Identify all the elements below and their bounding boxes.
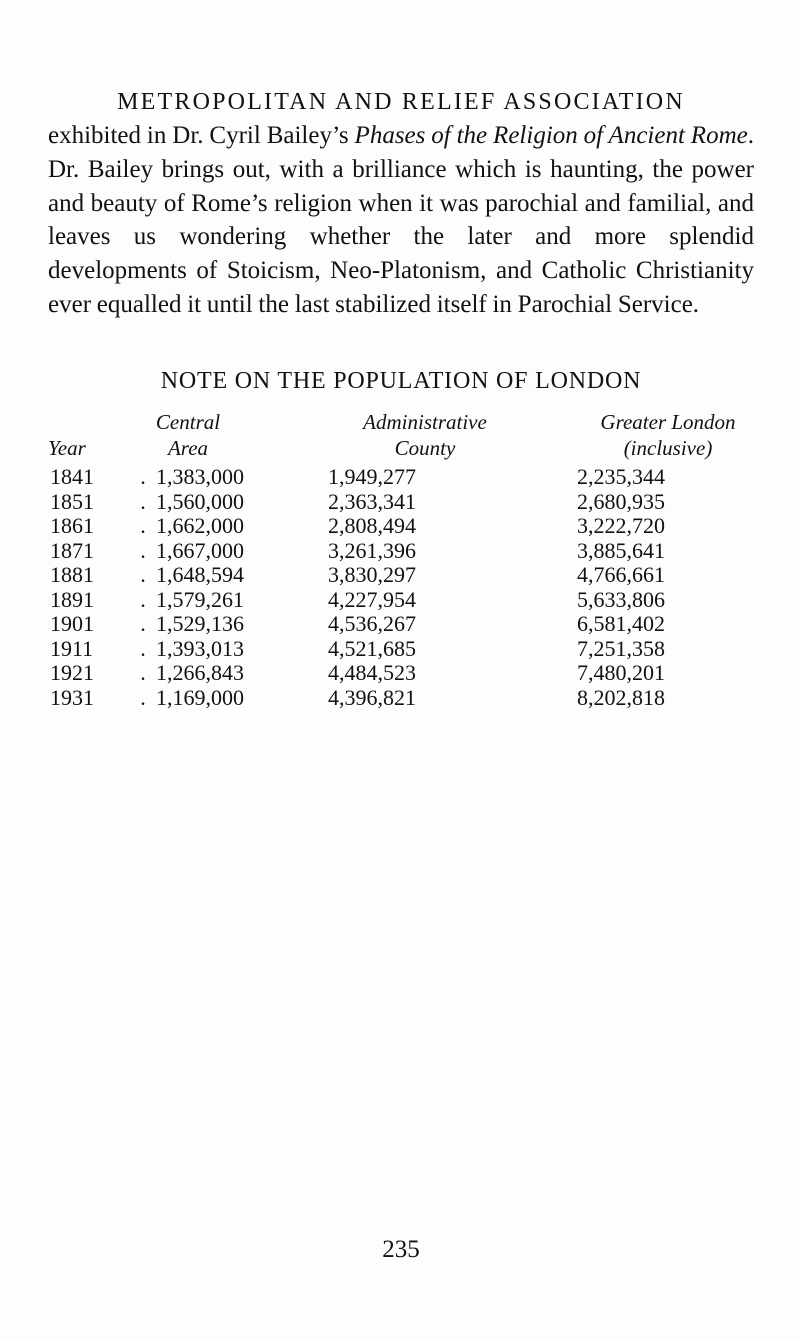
year-cell: 1861 (50, 513, 94, 539)
table-row (48, 563, 754, 588)
central-area-cell: 1,393,013 (156, 635, 244, 661)
greater-london-cell: 2,680,935 (577, 488, 665, 514)
leader-dot: . (140, 537, 146, 563)
administrative-county-cell: 4,484,523 (328, 660, 416, 686)
population-table-body (48, 465, 754, 710)
table-row (48, 588, 754, 613)
greater-london-cell: 3,885,641 (577, 537, 665, 563)
administrative-county-cell: 4,521,685 (328, 635, 416, 661)
year-cell: 1881 (50, 562, 94, 588)
table-row (48, 465, 754, 490)
book-page (48, 0, 754, 1339)
greater-london-cell: 7,480,201 (577, 660, 665, 686)
administrative-county-cell: 1,949,277 (328, 464, 416, 490)
paragraph-text-1: exhibited in Dr. Cyril Bailey’s (48, 122, 355, 149)
book-title: Phases of the Religion of Ancient Rome (354, 122, 748, 149)
population-table (48, 465, 754, 710)
administrative-county-cell: 2,363,341 (328, 488, 416, 514)
year-cell: 1841 (50, 464, 94, 490)
leader-dot: . (140, 660, 146, 686)
year-cell: 1891 (50, 586, 94, 612)
table-row (48, 661, 754, 686)
central-area-cell: 1,560,000 (156, 488, 244, 514)
leader-dot: . (140, 488, 146, 514)
central-area-cell: 1,529,136 (156, 611, 244, 637)
administrative-county-cell: 4,227,954 (328, 586, 416, 612)
greater-london-cell: 7,251,358 (577, 635, 665, 661)
header-greater-line2: (inclusive) (623, 436, 713, 460)
year-cell: 1851 (50, 488, 94, 514)
administrative-county-cell: 2,808,494 (328, 513, 416, 539)
year-cell: 1931 (50, 684, 94, 710)
paragraph-text-2: . Dr. Bailey brings out, with a brilliance which is haunting, the power and beauty of Rome’s religion when it was parochial and familial, and leaves us wondering whether the later and more splendid developments of Stoicism, Neo-Platonism, and Catholic Christianity ever equalled it until the last stabilized itself in Parochial Service. (48, 122, 754, 318)
central-area-cell: 1,383,000 (156, 464, 244, 490)
note-heading: NOTE ON THE POPULATION OF LONDON (160, 368, 642, 394)
greater-london-cell: 3,222,720 (577, 513, 665, 539)
greater-london-cell: 6,581,402 (577, 611, 665, 637)
central-area-cell: 1,667,000 (156, 537, 244, 563)
administrative-county-cell: 4,536,267 (328, 611, 416, 637)
body-paragraph (48, 119, 754, 322)
leader-dot: . (140, 586, 146, 612)
greater-london-cell: 8,202,818 (577, 684, 665, 710)
page-number: 235 (382, 1236, 420, 1263)
leader-dot: . (140, 464, 146, 490)
table-row (48, 539, 754, 564)
administrative-county-cell: 3,830,297 (328, 562, 416, 588)
greater-london-cell: 4,766,661 (577, 562, 665, 588)
greater-london-cell: 5,633,806 (577, 586, 665, 612)
leader-dot: . (140, 684, 146, 710)
administrative-county-cell: 3,261,396 (328, 537, 416, 563)
header-admin-line1: Administrative (363, 410, 487, 434)
greater-london-cell: 2,235,344 (577, 464, 665, 490)
year-cell: 1901 (50, 611, 94, 637)
central-area-cell: 1,662,000 (156, 513, 244, 539)
leader-dot: . (140, 513, 146, 539)
administrative-county-cell: 4,396,821 (328, 684, 416, 710)
leader-dot: . (140, 562, 146, 588)
header-central-line1: Central (155, 410, 221, 434)
year-cell: 1921 (50, 660, 94, 686)
leader-dot: . (140, 635, 146, 661)
header-admin-line2: County (394, 436, 456, 460)
central-area-cell: 1,579,261 (156, 586, 244, 612)
table-row (48, 612, 754, 637)
year-cell: 1871 (50, 537, 94, 563)
leader-dot: . (140, 611, 146, 637)
table-row (48, 490, 754, 515)
central-area-cell: 1,169,000 (156, 684, 244, 710)
table-row (48, 686, 754, 711)
year-cell: 1911 (50, 635, 94, 661)
table-row (48, 514, 754, 539)
table-row (48, 637, 754, 662)
header-central-line2: Area (167, 436, 209, 460)
header-year: Year (48, 436, 86, 460)
central-area-cell: 1,266,843 (156, 660, 244, 686)
central-area-cell: 1,648,594 (156, 562, 244, 588)
header-greater-line1: Greater London (600, 410, 736, 434)
running-head: METROPOLITAN AND RELIEF ASSOCIATION (117, 89, 685, 115)
